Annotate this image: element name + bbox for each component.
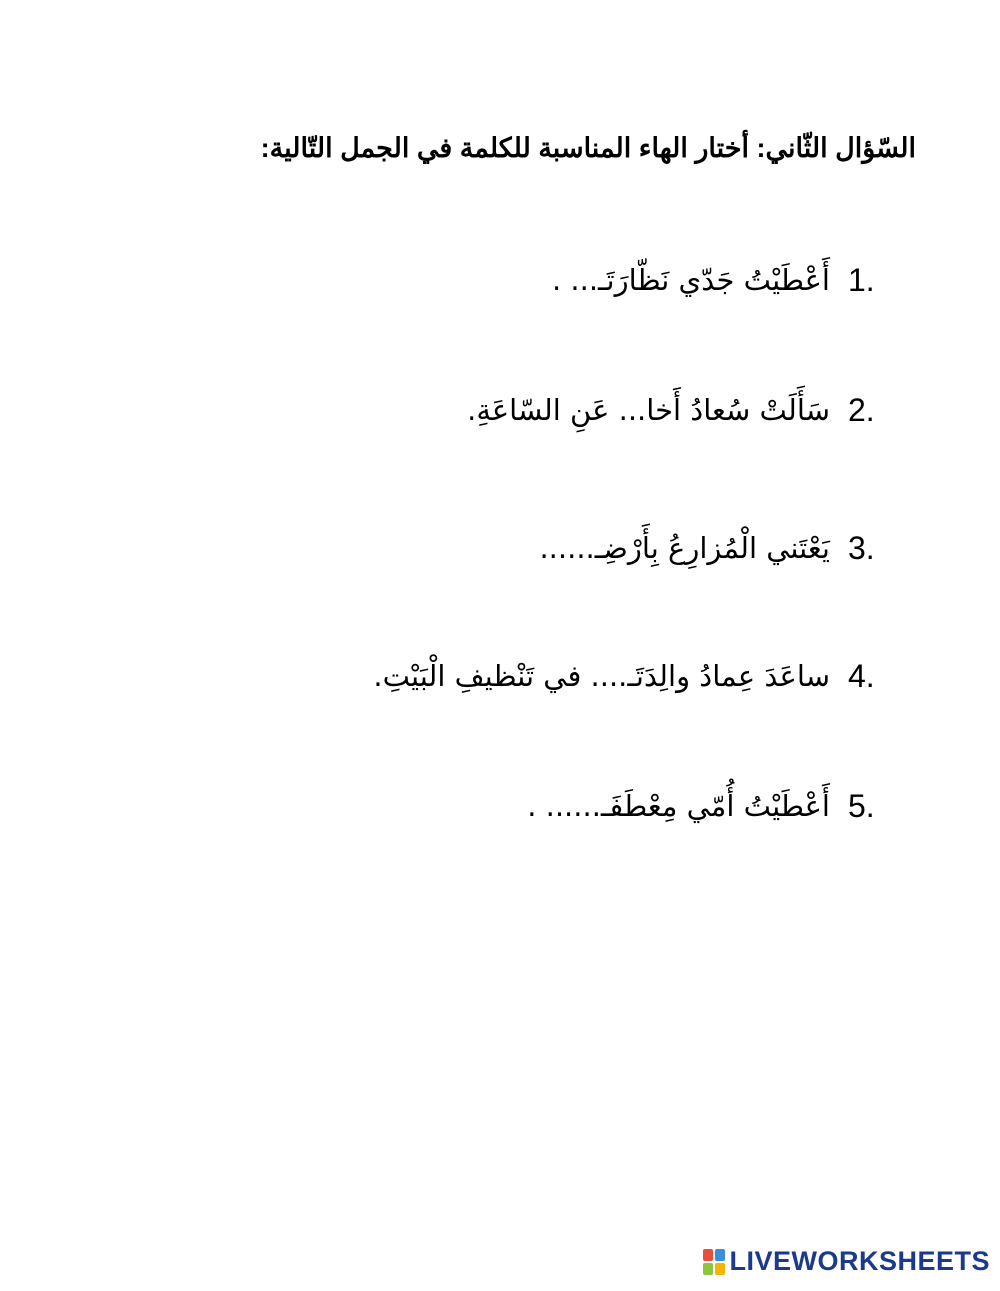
question-item (128, 382, 888, 438)
question-item (128, 778, 888, 834)
question-text: أَعْطَيْتُ جَدّي نَظّارَتَـ... . (551, 263, 830, 297)
question-text: يَعْتَني الْمُزارِعُ بِأَرْضِـ...... (539, 531, 830, 565)
logo-square (703, 1263, 713, 1275)
question-text: سَأَلَتْ سُعادُ أَخا... عَنِ السّاعَةِ. (467, 393, 830, 427)
logo-square (703, 1249, 713, 1261)
question-number: 2. (848, 391, 875, 428)
question-text: ساعَدَ عِمادُ والِدَتَـ.... في تَنْظيفِ الْبَيْتِ. (373, 659, 830, 693)
brand-name: LIVEWORKSHEETS (729, 1246, 990, 1276)
question-item (128, 252, 888, 308)
question-number: 3. (848, 529, 875, 566)
question-item (128, 520, 888, 576)
question-title: السّؤال الثّاني: أختار الهاء المناسبة للكلمة في الجمل التّالية: (260, 133, 916, 163)
liveworksheets-logo-icon (703, 1249, 725, 1275)
question-number: 4. (848, 657, 875, 694)
question-number: 5. (848, 787, 875, 824)
logo-square (715, 1249, 725, 1261)
question-number: 1. (848, 261, 875, 298)
question-text: أَعْطَيْتُ أُمّي مِعْطَفَـ...... . (527, 789, 830, 823)
question-item (128, 648, 888, 704)
logo-square (715, 1263, 725, 1275)
liveworksheets-brand (703, 1246, 990, 1277)
